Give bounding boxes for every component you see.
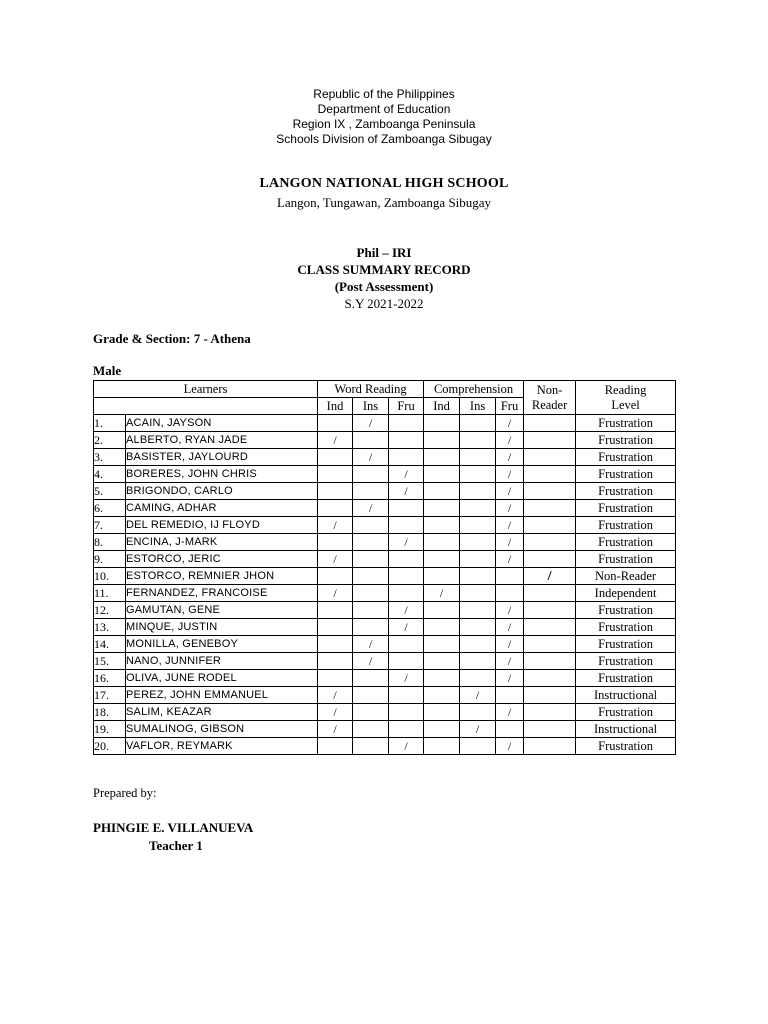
word-fru-mark: / <box>389 534 424 551</box>
comp-fru-mark: / <box>496 432 524 449</box>
word-ind-mark: / <box>318 721 353 738</box>
non-reader-mark <box>524 534 576 551</box>
word-fru-mark <box>389 551 424 568</box>
learner-name: DEL REMEDIO, IJ FLOYD <box>126 517 318 534</box>
non-reader-mark <box>524 585 576 602</box>
row-number: 10. <box>94 568 126 585</box>
school-block <box>0 176 768 211</box>
non-reader-mark <box>524 602 576 619</box>
learner-name: ACAIN, JAYSON <box>126 415 318 432</box>
word-fru-mark <box>389 415 424 432</box>
comp-ins-mark <box>460 517 496 534</box>
non-reader-mark <box>524 721 576 738</box>
header-line-department: Department of Education <box>317 102 451 116</box>
word-ins-mark <box>353 568 389 585</box>
comp-ind-mark <box>424 500 460 517</box>
word-ind-mark <box>318 619 353 636</box>
assessment-title: (Post Assessment) <box>334 279 434 294</box>
table-row <box>94 568 676 585</box>
comp-ind-mark <box>424 432 460 449</box>
header-line-region: Region IX , Zamboanga Peninsula <box>292 117 476 131</box>
word-ind-mark <box>318 602 353 619</box>
non-reader-mark <box>524 619 576 636</box>
header-comp-fru: Fru <box>496 398 524 415</box>
table-row <box>94 721 676 738</box>
learner-name: ENCINA, J-MARK <box>126 534 318 551</box>
comp-ins-mark <box>460 704 496 721</box>
table-row <box>94 704 676 721</box>
header-word-ind: Ind <box>318 398 353 415</box>
reading-level: Frustration <box>576 551 676 568</box>
comp-ind-mark <box>424 653 460 670</box>
table-row <box>94 551 676 568</box>
comp-fru-mark: / <box>496 619 524 636</box>
word-ins-mark <box>353 619 389 636</box>
word-ins-mark <box>353 432 389 449</box>
word-ind-mark: / <box>318 551 353 568</box>
row-number: 6. <box>94 500 126 517</box>
row-number: 14. <box>94 636 126 653</box>
school-address: Langon, Tungawan, Zamboanga Sibugay <box>276 195 492 210</box>
learner-name: CAMING, ADHAR <box>126 500 318 517</box>
reading-level: Frustration <box>576 449 676 466</box>
signatory <box>93 820 253 854</box>
comp-ins-mark: / <box>460 687 496 704</box>
word-fru-mark <box>389 687 424 704</box>
row-number: 4. <box>94 466 126 483</box>
non-reader-mark <box>524 687 576 704</box>
comp-fru-mark: / <box>496 534 524 551</box>
word-ins-mark <box>353 466 389 483</box>
non-reader-mark <box>524 738 576 755</box>
word-fru-mark <box>389 449 424 466</box>
comp-ins-mark <box>460 483 496 500</box>
row-number: 2. <box>94 432 126 449</box>
comp-ind-mark <box>424 636 460 653</box>
comp-fru-mark <box>496 687 524 704</box>
word-ins-mark <box>353 670 389 687</box>
reading-level: Frustration <box>576 415 676 432</box>
header-comprehension: Comprehension <box>424 381 524 398</box>
reading-level: Frustration <box>576 738 676 755</box>
word-fru-mark: / <box>389 670 424 687</box>
reading-level: Frustration <box>576 432 676 449</box>
word-fru-mark <box>389 636 424 653</box>
comp-ins-mark <box>460 738 496 755</box>
learner-name: SUMALINOG, GIBSON <box>126 721 318 738</box>
word-ind-mark: / <box>318 432 353 449</box>
comp-ind-mark <box>424 670 460 687</box>
comp-ins-mark <box>460 500 496 517</box>
learner-name: NANO, JUNNIFER <box>126 653 318 670</box>
word-ind-mark: / <box>318 517 353 534</box>
record-title: CLASS SUMMARY RECORD <box>297 262 471 277</box>
learner-name: BASISTER, JAYLOURD <box>126 449 318 466</box>
comp-ins-mark <box>460 653 496 670</box>
comp-ind-mark: / <box>424 585 460 602</box>
row-number: 3. <box>94 449 126 466</box>
row-number: 20. <box>94 738 126 755</box>
comp-fru-mark: / <box>496 415 524 432</box>
header-comp-ins: Ins <box>460 398 496 415</box>
word-ins-mark <box>353 534 389 551</box>
non-reader-mark <box>524 483 576 500</box>
table-row <box>94 738 676 755</box>
learner-name: BRIGONDO, CARLO <box>126 483 318 500</box>
row-number: 1. <box>94 415 126 432</box>
learner-name: OLIVA, JUNE RODEL <box>126 670 318 687</box>
header-line-division: Schools Division of Zamboanga Sibugay <box>276 132 492 146</box>
reading-level: Instructional <box>576 687 676 704</box>
reading-level: Frustration <box>576 517 676 534</box>
comp-ins-mark <box>460 415 496 432</box>
learner-name: FERNANDEZ, FRANCOISE <box>126 585 318 602</box>
learner-name: ESTORCO, REMNIER JHON <box>126 568 318 585</box>
comp-fru-mark: / <box>496 517 524 534</box>
gender-label: Male <box>93 363 122 378</box>
word-ins-mark <box>353 551 389 568</box>
word-ind-mark: / <box>318 687 353 704</box>
header-line-republic: Republic of the Philippines <box>313 87 455 101</box>
comp-fru-mark: / <box>496 466 524 483</box>
header-word-reading: Word Reading <box>318 381 424 398</box>
comp-ins-mark <box>460 619 496 636</box>
learner-name: SALIM, KEAZAR <box>126 704 318 721</box>
row-number: 13. <box>94 619 126 636</box>
comp-ind-mark <box>424 738 460 755</box>
word-ind-mark: / <box>318 585 353 602</box>
comp-ins-mark <box>460 534 496 551</box>
word-fru-mark: / <box>389 602 424 619</box>
class-summary-table <box>93 380 676 755</box>
comp-ind-mark <box>424 449 460 466</box>
word-ind-mark: / <box>318 704 353 721</box>
header-comp-ind: Ind <box>424 398 460 415</box>
non-reader-mark <box>524 653 576 670</box>
learner-name: ESTORCO, JERIC <box>126 551 318 568</box>
comp-fru-mark: / <box>496 738 524 755</box>
non-reader-mark: / <box>524 568 576 585</box>
comp-ind-mark <box>424 687 460 704</box>
row-number: 15. <box>94 653 126 670</box>
table-row <box>94 670 676 687</box>
reading-level: Frustration <box>576 704 676 721</box>
comp-ind-mark <box>424 704 460 721</box>
header-word-fru: Fru <box>389 398 424 415</box>
reading-level: Frustration <box>576 636 676 653</box>
word-ins-mark: / <box>353 636 389 653</box>
word-ind-mark <box>318 500 353 517</box>
word-ins-mark: / <box>353 653 389 670</box>
header-non-reader: Non-Reader <box>524 381 576 415</box>
word-fru-mark <box>389 517 424 534</box>
learner-name: GAMUTAN, GENE <box>126 602 318 619</box>
non-reader-mark <box>524 500 576 517</box>
comp-fru-mark: / <box>496 449 524 466</box>
comp-ins-mark <box>460 432 496 449</box>
comp-ind-mark <box>424 619 460 636</box>
reading-level: Frustration <box>576 483 676 500</box>
non-reader-mark <box>524 415 576 432</box>
school-name: LANGON NATIONAL HIGH SCHOOL <box>259 176 509 191</box>
word-fru-mark <box>389 500 424 517</box>
table-row <box>94 449 676 466</box>
comp-ind-mark <box>424 551 460 568</box>
word-fru-mark <box>389 704 424 721</box>
comp-ind-mark <box>424 602 460 619</box>
word-ins-mark <box>353 704 389 721</box>
comp-fru-mark: / <box>496 500 524 517</box>
row-number: 18. <box>94 704 126 721</box>
teacher-name: PHINGIE E. VILLANUEVA <box>93 820 254 835</box>
non-reader-mark <box>524 670 576 687</box>
row-number: 12. <box>94 602 126 619</box>
table-row <box>94 653 676 670</box>
learner-name: ALBERTO, RYAN JADE <box>126 432 318 449</box>
comp-ins-mark <box>460 585 496 602</box>
teacher-position: Teacher 1 <box>149 838 203 853</box>
comp-ins-mark <box>460 670 496 687</box>
word-ins-mark <box>353 687 389 704</box>
comp-fru-mark: / <box>496 551 524 568</box>
comp-ind-mark <box>424 415 460 432</box>
agency-header <box>0 87 768 147</box>
reading-level: Frustration <box>576 466 676 483</box>
non-reader-mark <box>524 551 576 568</box>
comp-fru-mark: / <box>496 636 524 653</box>
learner-name: MONILLA, GENEBOY <box>126 636 318 653</box>
word-ins-mark <box>353 602 389 619</box>
table-row <box>94 619 676 636</box>
reading-level: Non-Reader <box>576 568 676 585</box>
header-learners: Learners <box>94 381 318 398</box>
table-row <box>94 432 676 449</box>
learner-name: VAFLOR, REYMARK <box>126 738 318 755</box>
non-reader-mark <box>524 449 576 466</box>
header-reading-level: Reading Level <box>576 381 676 415</box>
word-ind-mark <box>318 466 353 483</box>
table-row <box>94 466 676 483</box>
non-reader-mark <box>524 517 576 534</box>
school-year: S.Y 2021-2022 <box>344 296 424 311</box>
reading-level: Frustration <box>576 500 676 517</box>
row-number: 17. <box>94 687 126 704</box>
word-fru-mark: / <box>389 619 424 636</box>
comp-ind-mark <box>424 517 460 534</box>
reading-level: Instructional <box>576 721 676 738</box>
table-row <box>94 534 676 551</box>
table-row <box>94 585 676 602</box>
comp-fru-mark: / <box>496 653 524 670</box>
row-number: 5. <box>94 483 126 500</box>
comp-ins-mark <box>460 466 496 483</box>
row-number: 16. <box>94 670 126 687</box>
learner-name: MINQUE, JUSTIN <box>126 619 318 636</box>
program-title: Phil – IRI <box>356 245 412 260</box>
reading-level: Frustration <box>576 619 676 636</box>
row-number: 9. <box>94 551 126 568</box>
comp-ins-mark: / <box>460 721 496 738</box>
word-ins-mark <box>353 738 389 755</box>
row-number: 7. <box>94 517 126 534</box>
word-fru-mark <box>389 568 424 585</box>
word-fru-mark <box>389 653 424 670</box>
word-ind-mark <box>318 738 353 755</box>
comp-ins-mark <box>460 568 496 585</box>
header-word-ins: Ins <box>353 398 389 415</box>
word-ins-mark <box>353 483 389 500</box>
word-ind-mark <box>318 415 353 432</box>
word-ins-mark: / <box>353 415 389 432</box>
word-ind-mark <box>318 534 353 551</box>
comp-fru-mark: / <box>496 670 524 687</box>
table-row <box>94 500 676 517</box>
word-ind-mark <box>318 636 353 653</box>
table-row <box>94 636 676 653</box>
report-titles <box>0 244 768 312</box>
word-ind-mark <box>318 670 353 687</box>
table-row <box>94 687 676 704</box>
table-body <box>94 415 676 755</box>
row-number: 11. <box>94 585 126 602</box>
prepared-by-label: Prepared by: <box>93 786 157 800</box>
comp-ind-mark <box>424 568 460 585</box>
word-fru-mark: / <box>389 466 424 483</box>
word-ins-mark <box>353 585 389 602</box>
table-row <box>94 517 676 534</box>
non-reader-mark <box>524 466 576 483</box>
reading-level: Frustration <box>576 534 676 551</box>
comp-ind-mark <box>424 534 460 551</box>
non-reader-mark <box>524 432 576 449</box>
comp-ins-mark <box>460 551 496 568</box>
comp-ins-mark <box>460 636 496 653</box>
row-number: 19. <box>94 721 126 738</box>
comp-fru-mark: / <box>496 483 524 500</box>
reading-level: Frustration <box>576 653 676 670</box>
word-fru-mark: / <box>389 738 424 755</box>
word-ins-mark: / <box>353 500 389 517</box>
table-header <box>94 381 676 415</box>
word-fru-mark <box>389 585 424 602</box>
word-ind-mark <box>318 449 353 466</box>
learner-name: BORERES, JOHN CHRIS <box>126 466 318 483</box>
non-reader-mark <box>524 704 576 721</box>
comp-ind-mark <box>424 483 460 500</box>
reading-level: Frustration <box>576 602 676 619</box>
header-learners-blank <box>94 398 318 415</box>
comp-ind-mark <box>424 721 460 738</box>
word-ind-mark <box>318 483 353 500</box>
comp-ins-mark <box>460 449 496 466</box>
reading-level: Frustration <box>576 670 676 687</box>
table-row <box>94 483 676 500</box>
comp-ins-mark <box>460 602 496 619</box>
non-reader-mark <box>524 636 576 653</box>
comp-fru-mark <box>496 568 524 585</box>
word-fru-mark <box>389 432 424 449</box>
comp-fru-mark: / <box>496 602 524 619</box>
comp-fru-mark <box>496 585 524 602</box>
word-ins-mark: / <box>353 449 389 466</box>
row-number: 8. <box>94 534 126 551</box>
comp-fru-mark: / <box>496 704 524 721</box>
table-row <box>94 415 676 432</box>
reading-level: Independent <box>576 585 676 602</box>
learner-name: PEREZ, JOHN EMMANUEL <box>126 687 318 704</box>
word-ins-mark <box>353 517 389 534</box>
word-fru-mark: / <box>389 483 424 500</box>
word-fru-mark <box>389 721 424 738</box>
comp-fru-mark <box>496 721 524 738</box>
comp-ind-mark <box>424 466 460 483</box>
table-row <box>94 602 676 619</box>
word-ind-mark <box>318 653 353 670</box>
grade-section: Grade & Section: 7 - Athena <box>93 331 251 346</box>
word-ind-mark <box>318 568 353 585</box>
word-ins-mark <box>353 721 389 738</box>
